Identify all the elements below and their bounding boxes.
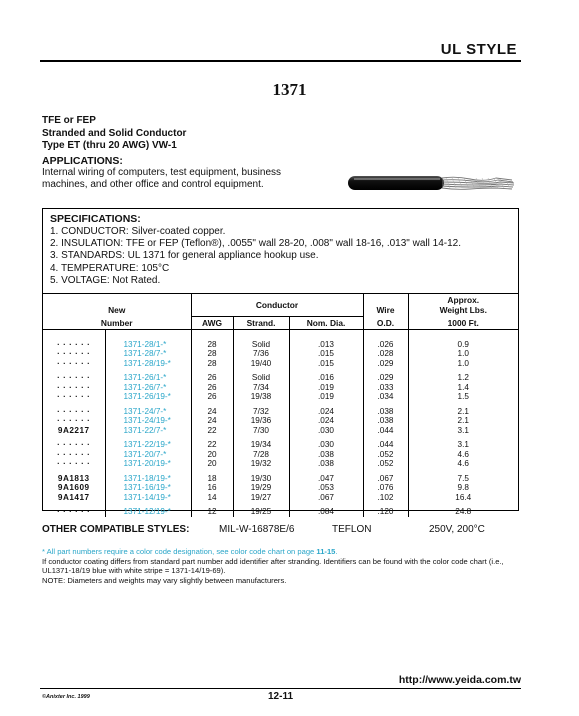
cell-awg: 20 (191, 450, 233, 460)
table-row (43, 416, 518, 426)
cell-awg: 24 (191, 416, 233, 426)
cell-wire-od: .038 (363, 402, 408, 417)
table-row (43, 402, 518, 417)
conductor-table (43, 293, 518, 517)
note-color-code-end: . (335, 547, 338, 556)
table-row (43, 426, 518, 436)
cell-old-number: · · · · · · (57, 382, 91, 392)
table-row (43, 349, 518, 359)
cell-awg: 26 (191, 368, 233, 383)
cell-weight: 2.1 (408, 402, 518, 417)
cell-part-number: 1371-20/7-* (105, 450, 191, 460)
table-row (43, 383, 518, 393)
cell-wire-od: .052 (363, 450, 408, 460)
cell-part-number: 1371-16/19-* (105, 483, 191, 493)
cell-awg: 24 (191, 402, 233, 417)
col-header-nom-dia: Nom. Dia. (289, 316, 363, 329)
spec-item: 5. VOLTAGE: Not Rated. (50, 274, 161, 286)
cell-wire-od: .033 (363, 383, 408, 393)
spec-item: 1. CONDUCTOR: Silver-coated copper. (50, 226, 226, 237)
cell-old-number: · · · · · · (57, 449, 91, 459)
cell-old-number: · · · · · · (57, 440, 91, 449)
other-styles-spec: MIL-W-16878E/6 (219, 524, 295, 535)
cell-weight: 1.0 (408, 359, 518, 369)
other-styles-material: TEFLON (332, 524, 372, 535)
cell-weight: 4.6 (408, 459, 518, 469)
table-row (43, 502, 518, 517)
cell-old-number: · · · · · · (57, 349, 91, 358)
cell-old-number: 9A1609 (57, 483, 90, 492)
cell-part-number: 1371-28/19-* (105, 359, 191, 369)
cell-part-number: 1371-24/7-* (105, 402, 191, 417)
cell-stranding: 19/27 (233, 493, 289, 503)
cell-part-number: 1371-28/1-* (105, 329, 191, 349)
specifications-box (42, 208, 519, 516)
cell-old-number: 9A2217 (57, 425, 90, 435)
cell-part-number: 1371-18/19-* (105, 469, 191, 484)
wire-icon (346, 170, 516, 198)
header-title: UL STYLE (440, 41, 517, 58)
col-header-od: O.D. (363, 316, 408, 329)
cell-wire-od: .052 (363, 459, 408, 469)
cell-wire-od: .102 (363, 493, 408, 503)
cell-nom-dia: .024 (289, 402, 363, 417)
cell-part-number: 1371-28/7-* (105, 349, 191, 359)
cell-awg: 22 (191, 426, 233, 436)
applications-heading: APPLICATIONS: (42, 155, 123, 167)
cell-part-number: 1371-12/19-* (105, 502, 191, 517)
intro-line-type: Type ET (thru 20 AWG) VW-1 (42, 140, 177, 151)
cell-awg: 26 (191, 392, 233, 402)
table-row (43, 469, 518, 484)
cell-awg: 28 (191, 329, 233, 349)
col-header-strand: Strand. (233, 316, 289, 329)
cell-stranding: 7/36 (233, 349, 289, 359)
cell-stranding: Solid (233, 368, 289, 383)
cell-weight: 7.5 (408, 469, 518, 484)
cell-old-number: · · · · · · (57, 373, 91, 382)
cell-nom-dia: .053 (289, 483, 363, 493)
cell-part-number: 1371-26/19-* (105, 392, 191, 402)
other-styles-label: OTHER COMPATIBLE STYLES: (42, 524, 190, 535)
website-link[interactable]: http://www.yeida.com.tw (398, 674, 521, 686)
cell-stranding: 7/34 (233, 383, 289, 393)
col-header-awg: AWG (191, 316, 233, 329)
cell-part-number: 1371-24/19-* (105, 416, 191, 426)
applications-text: Internal wiring of computers, test equipment, business machines, and other office and control equipment. (42, 167, 282, 190)
cell-weight: 1.4 (408, 383, 518, 393)
cell-weight: 16.4 (408, 493, 518, 503)
cell-awg: 20 (191, 459, 233, 469)
cell-nom-dia: .030 (289, 426, 363, 436)
cell-weight: 0.9 (408, 329, 518, 349)
cell-nom-dia: .067 (289, 493, 363, 503)
cell-weight: 24.8 (408, 502, 518, 517)
cell-old-number: 9A1813 (57, 473, 90, 483)
page-number: 12-11 (268, 691, 294, 702)
cell-nom-dia: .016 (289, 368, 363, 383)
note-color-code-page: 11-15 (316, 547, 336, 556)
cell-awg: 28 (191, 359, 233, 369)
cell-stranding: 7/30 (233, 426, 289, 436)
col-header-wire: Wire (363, 294, 408, 317)
cell-wire-od: .034 (363, 392, 408, 402)
cell-weight: 1.5 (408, 392, 518, 402)
cell-nom-dia: .013 (289, 329, 363, 349)
cell-weight: 9.8 (408, 483, 518, 493)
cell-nom-dia: .015 (289, 359, 363, 369)
other-styles-rating: 250V, 200°C (429, 524, 485, 535)
cell-nom-dia: .084 (289, 502, 363, 517)
cell-awg: 28 (191, 349, 233, 359)
cell-awg: 18 (191, 469, 233, 484)
cell-wire-od: .067 (363, 469, 408, 484)
cell-stranding: 19/36 (233, 416, 289, 426)
header-rule (40, 60, 521, 62)
col-header-weight-line: Weight Lbs. (439, 305, 487, 315)
cell-part-number: 1371-26/7-* (105, 383, 191, 393)
cell-part-number: 1371-22/19-* (105, 435, 191, 450)
col-header-number: Number (43, 316, 191, 329)
cell-part-number: 1371-22/7-* (105, 426, 191, 436)
cell-old-number: 9A1417 (57, 492, 90, 502)
cell-weight: 1.2 (408, 368, 518, 383)
cell-stranding: 19/30 (233, 469, 289, 484)
col-header-approx (408, 294, 518, 317)
cell-nom-dia: .047 (289, 469, 363, 484)
cell-wire-od: .044 (363, 435, 408, 450)
cell-wire-od: .038 (363, 416, 408, 426)
cell-part-number: 1371-14/19-* (105, 493, 191, 503)
copyright: ©Anixter Inc. 1999 (42, 694, 90, 700)
cell-awg: 14 (191, 493, 233, 503)
cell-weight: 3.1 (408, 426, 518, 436)
cell-old-number: · · · · · · (57, 339, 91, 349)
cell-wire-od: .028 (363, 349, 408, 359)
cell-awg: 26 (191, 383, 233, 393)
cell-weight: 4.6 (408, 450, 518, 460)
cell-wire-od: .029 (363, 359, 408, 369)
cell-stranding: Solid (233, 329, 289, 349)
cell-nom-dia: .019 (289, 383, 363, 393)
spec-item: 3. STANDARDS: UL 1371 for general appliance hookup use. (50, 250, 319, 262)
spec-item: 4. TEMPERATURE: 105°C (50, 262, 170, 274)
col-header-conductor: Conductor (191, 294, 363, 317)
cell-old-number: · · · · · · (57, 416, 91, 425)
table-row (43, 359, 518, 369)
footer-rule (40, 688, 521, 689)
cell-stranding: 19/32 (233, 459, 289, 469)
specifications-heading: SPECIFICATIONS: (50, 213, 141, 225)
table-row (43, 493, 518, 503)
cell-wire-od: .120 (363, 502, 408, 517)
cell-old-number: · · · · · · (57, 459, 91, 468)
cell-stranding: 19/40 (233, 359, 289, 369)
cell-old-number: · · · · · · (57, 392, 91, 401)
note-tolerance: NOTE: Diameters and weights may vary slightly between manufacturers. (42, 575, 287, 585)
cell-wire-od: .044 (363, 426, 408, 436)
cell-nom-dia: .030 (289, 435, 363, 450)
cell-old-number: · · · · · · (57, 358, 91, 368)
cell-nom-dia: .015 (289, 349, 363, 359)
cell-stranding: 19/25 (233, 502, 289, 517)
table-row (43, 483, 518, 493)
intro-line-material: TFE or FEP (42, 115, 96, 126)
cell-awg: 16 (191, 483, 233, 493)
cell-nom-dia: .024 (289, 416, 363, 426)
intro-line-conductor: Stranded and Solid Conductor (42, 127, 187, 139)
table-row (43, 392, 518, 402)
cell-weight: 2.1 (408, 416, 518, 426)
cell-nom-dia: .019 (289, 392, 363, 402)
cell-awg: 22 (191, 435, 233, 450)
cell-wire-od: .029 (363, 368, 408, 383)
cell-stranding: 19/29 (233, 483, 289, 493)
cell-weight: 1.0 (408, 349, 518, 359)
table-row (43, 459, 518, 469)
cell-awg: 12 (191, 502, 233, 517)
cell-nom-dia: .038 (289, 450, 363, 460)
cell-wire-od: .076 (363, 483, 408, 493)
table-row (43, 329, 518, 349)
table-row (43, 435, 518, 450)
note-identifier: If conductor coating differs from standard part number add identifier after stranding. Identifiers can be found with the color code chart (i.e., UL1371-18/19 blue with white stripe = 1371-14/19-69). (42, 556, 504, 576)
cell-part-number: 1371-20/19-* (105, 459, 191, 469)
col-header-1000ft: 1000 Ft. (408, 316, 518, 329)
col-header-approx-line: Approx. (447, 295, 480, 305)
table-row (43, 368, 518, 383)
cell-wire-od: .026 (363, 329, 408, 349)
table-row (43, 450, 518, 460)
notes (42, 547, 532, 585)
conductor-table-body (43, 329, 518, 517)
cell-stranding: 7/28 (233, 450, 289, 460)
cell-weight: 3.1 (408, 435, 518, 450)
cell-stranding: 19/38 (233, 392, 289, 402)
cell-old-number: · · · · · · (57, 406, 91, 416)
cell-stranding: 19/34 (233, 435, 289, 450)
cell-nom-dia: .038 (289, 459, 363, 469)
spec-item: 2. INSULATION: TFE or FEP (Teflon®), .0055" wall 28-20, .008" wall 18-16, .013" wall 14-12. (50, 238, 461, 250)
style-number: 1371 (272, 80, 307, 99)
cell-stranding: 7/32 (233, 402, 289, 417)
cell-part-number: 1371-26/1-* (105, 368, 191, 383)
note-color-code-text: * All part numbers require a color code designation, see color code chart on page (42, 547, 317, 556)
cell-old-number: · · · · · · (57, 507, 91, 516)
note-color-code (42, 547, 532, 557)
product-intro (42, 115, 186, 153)
specifications-list (50, 226, 461, 287)
col-header-new: New (43, 294, 191, 317)
